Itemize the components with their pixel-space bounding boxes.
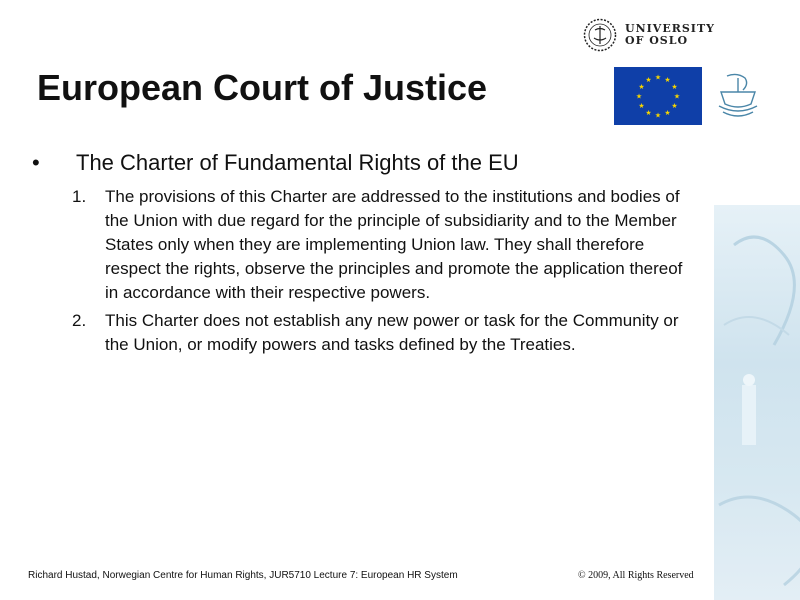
eu-flag-star: ★ — [664, 77, 671, 85]
bullet-text: The Charter of Fundamental Rights of the EU — [76, 150, 519, 175]
eu-flag-star: ★ — [635, 93, 643, 101]
eu-flag-star: ★ — [638, 84, 645, 91]
list-item-text: This Charter does not establish any new power or task for the Community or the Union, or modify powers and tasks defined by the Treaties. — [105, 311, 679, 354]
side-strip-decoration — [714, 205, 800, 600]
list-item — [72, 309, 692, 357]
footer-copyright: © 2009, All Rights Reserved — [578, 570, 694, 581]
eu-flag-star: ★ — [673, 93, 681, 101]
numbered-list — [72, 185, 692, 361]
university-name-line1: UNIVERSITY — [625, 22, 715, 35]
eu-flag-star: ★ — [671, 84, 678, 91]
page-title: European Court of Justice — [37, 67, 488, 108]
eu-flag-star: ★ — [645, 109, 652, 117]
university-logo — [583, 18, 713, 54]
university-name — [625, 23, 715, 47]
list-item-number: 2. — [72, 311, 87, 330]
list-item-text: The provisions of this Charter are addressed to the institutions and bodies of the Union with due regard for the principle of subsidiarity and to the Member States only when they are implementing Union law. They shall therefore respect the rights, observe the principles and promote the application thereof in accordance with their respective powers. — [105, 187, 683, 302]
eu-flag-icon — [614, 67, 702, 125]
list-item — [72, 185, 692, 305]
university-seal-icon — [583, 18, 617, 52]
footer-credit: Richard Hustad, Norwegian Centre for Human Rights, JUR5710 Lecture 7: European HR System — [28, 570, 458, 581]
list-item-number: 1. — [72, 187, 87, 206]
eu-flag-star: ★ — [654, 112, 662, 120]
court-of-justice-emblem-icon — [713, 70, 763, 124]
eu-flag-star: ★ — [664, 109, 671, 117]
university-name-line2: OF OSLO — [625, 34, 689, 47]
eu-flag-star: ★ — [645, 77, 652, 85]
eu-flag-star: ★ — [671, 103, 678, 110]
eu-flag-star: ★ — [654, 74, 662, 82]
bullet-marker: • — [32, 150, 40, 175]
eu-flag-star: ★ — [638, 103, 645, 110]
